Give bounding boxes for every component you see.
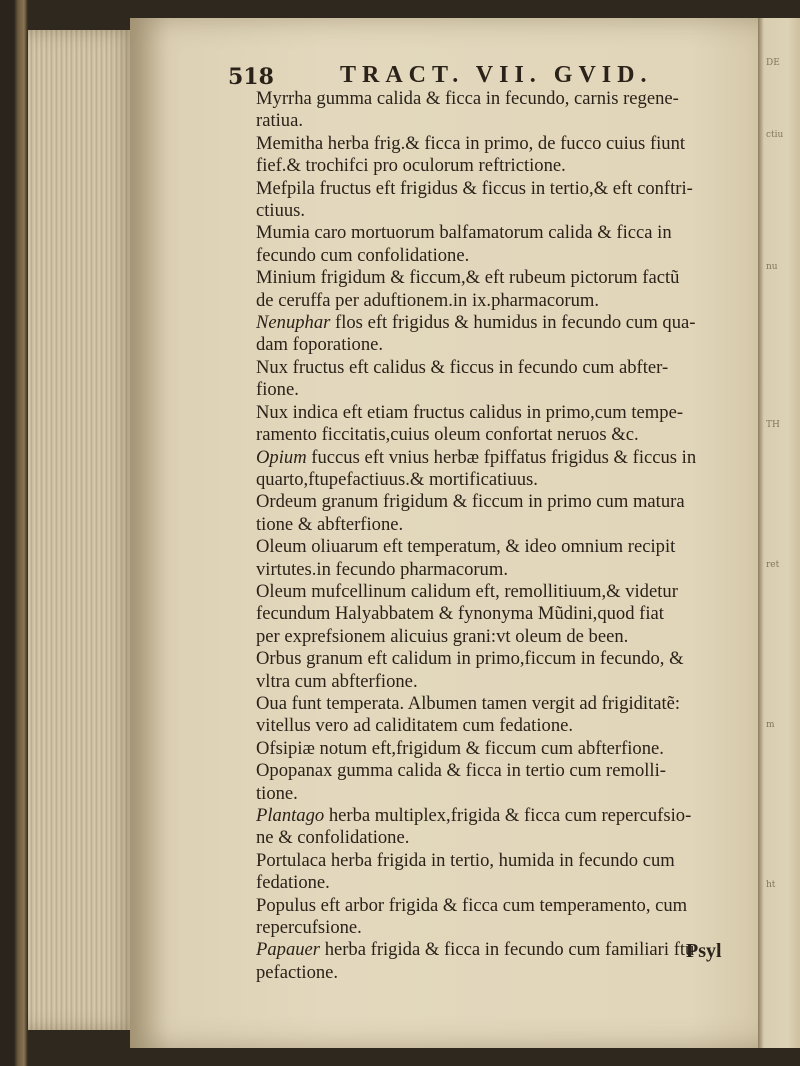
glossary-entry (256, 939, 738, 984)
text-line (256, 917, 738, 939)
text-line (256, 110, 738, 132)
text-span: Ordeum granum frigidum & ficcum in primo cum matura (256, 491, 685, 513)
text-span: Oleum mufcellinum calidum eft, remollitiuum,& videtur (256, 580, 678, 602)
italic-term: Plantago (256, 805, 325, 826)
text-line (256, 244, 738, 267)
text-line (256, 625, 738, 648)
text-span: quarto,ftupefactiuus.& mortificatiuus. (256, 468, 538, 490)
text-line (256, 356, 738, 379)
text-line (256, 88, 738, 110)
text-line (256, 200, 738, 222)
text-span: Ofsipiæ notum eft,frigidum & ficcum cum abfterfione. (256, 737, 664, 759)
text-line (256, 692, 738, 715)
glossary-entry (256, 222, 738, 267)
text-line (256, 222, 738, 244)
text-line (256, 648, 738, 670)
text-span: Nux fructus eft calidus & ficcus in fecundo cum abfter- (256, 356, 669, 378)
glossary-entry (256, 738, 738, 760)
text-span: vitellus vero ad caliditatem cum fedatione. (256, 715, 574, 737)
adjacent-page-fragment: ht (766, 880, 776, 890)
glossary-entry (256, 581, 738, 648)
text-line (256, 737, 738, 760)
glossary-entry (256, 805, 738, 850)
text-span: per exprefsionem alicuius grani:vt oleum de been. (256, 625, 629, 647)
glossary-entry (256, 267, 738, 312)
text-line (256, 334, 738, 356)
text-line (256, 468, 738, 491)
text-span: tione & abfterfione. (256, 513, 404, 535)
text-line (256, 715, 738, 737)
glossary-entry (256, 693, 738, 738)
catchword: Psyl (686, 940, 722, 962)
text-span: Populus eft arbor frigida & ficca cum temperamento, cum (256, 894, 688, 916)
text-span: dam foporatione. (256, 334, 384, 356)
text-span: ctiuus. (256, 200, 306, 222)
text-line (256, 289, 738, 312)
glossary-entry (256, 357, 738, 402)
text-span: pefactione. (256, 961, 339, 983)
glossary-entry (256, 491, 738, 536)
adjacent-page-fragment: TH (766, 420, 780, 430)
text-span: Opopanax gumma calida & ficca in tertio cum remolli- (256, 760, 666, 782)
running-title: TRACT. VII. GVID. (340, 62, 653, 88)
text-line (256, 558, 738, 581)
adjacent-page-fragment: nu (766, 262, 778, 272)
text-span: Portulaca herba frigida in tertio, humida in fecundo cum (256, 849, 675, 871)
glossary-entry (256, 133, 738, 178)
text-line (256, 536, 738, 558)
text-line (256, 827, 738, 849)
text-line (256, 491, 738, 513)
italic-term: Nenuphar (256, 312, 331, 334)
text-line (256, 424, 738, 446)
text-line (256, 782, 738, 805)
text-span: fecundum Halyabbatem & fynonyma Mũdini,quod fiat (256, 603, 664, 625)
text-span: Memitha herba frig.& ficca in primo, de fucco cuius fiunt (256, 132, 686, 154)
text-span: ramento ficcitatis,cuius oleum confortat neruos &c. (256, 424, 639, 446)
text-line (256, 580, 738, 603)
text-line (256, 670, 738, 693)
text-span: ne & confolidatione. (256, 827, 410, 849)
text-line (256, 872, 738, 894)
text-span: Mumia caro mortuorum balfamatorum calida & ficca in (256, 222, 672, 244)
text-span: virtutes.in fecundo pharmacorum. (256, 558, 508, 580)
adjacent-page-fragment: ctiu (766, 130, 784, 140)
text-span: fief.& trochifci pro oculorum reftrictione. (256, 155, 566, 177)
text-span: Myrrha gumma calida & ficca in fecundo, carnis regene- (256, 88, 679, 109)
glossary-entry (256, 312, 738, 357)
text-span: ratiua. (256, 110, 303, 132)
glossary-entry (256, 895, 738, 940)
adjacent-page-fragment: ret (766, 560, 780, 570)
text-span: herba frigida & ficca in fecundo cum familiari ftu (320, 939, 695, 961)
text-span: fione. (256, 379, 299, 401)
page-header (228, 56, 708, 90)
italic-term: Opium (256, 446, 307, 468)
text-span: flos eft frigidus & humidus in fecundo cum qua- (330, 312, 696, 334)
text-span: de ceruffa per aduftionem.in ix.pharmacorum. (256, 289, 599, 311)
glossary-entry (256, 402, 738, 447)
glossary-entry (256, 178, 738, 223)
text-line (256, 805, 738, 827)
text-span: Oua funt temperata. Albumen tamen vergit ad frigiditatẽ: (256, 692, 681, 714)
text-line (256, 513, 738, 536)
text-span: Orbus granum eft calidum in primo,ficcum in fecundo, & (256, 648, 684, 670)
adjacent-page-fragment: m (766, 720, 775, 730)
adjacent-page-strip (758, 18, 800, 1048)
text-line (256, 177, 738, 200)
text-line (256, 760, 738, 782)
text-line (256, 849, 738, 872)
text-line (256, 603, 738, 625)
glossary-entry (256, 447, 738, 492)
text-span: vltra cum abfterfione. (256, 670, 418, 692)
body-text (256, 88, 738, 984)
text-span: tione. (256, 782, 298, 804)
glossary-entry (256, 88, 738, 133)
text-line (256, 267, 738, 289)
text-line (256, 939, 738, 961)
text-span: fedatione. (256, 872, 330, 894)
glossary-entry (256, 850, 738, 895)
text-line (256, 961, 738, 984)
glossary-entry (256, 536, 738, 581)
text-line (256, 894, 738, 917)
text-line (256, 155, 738, 177)
glossary-entry (256, 760, 738, 805)
text-line (256, 446, 738, 469)
text-span: repercufsione. (256, 917, 362, 939)
text-line (256, 379, 738, 401)
text-line (256, 401, 738, 424)
book-page-edges (28, 30, 138, 1030)
text-line (256, 132, 738, 155)
glossary-entry (256, 648, 738, 693)
text-span: Mefpila fructus eft frigidus & ficcus in tertio,& eft conftri- (256, 177, 693, 199)
text-span: fuccus eft vnius herbæ fpiffatus frigidus & ficcus in (306, 446, 697, 468)
adjacent-page-fragment: DE (766, 58, 780, 68)
text-span: Nux indica eft etiam fructus calidus in primo,cum tempe- (256, 401, 684, 423)
text-span: Minium frigidum & ficcum,& eft rubeum pictorum factũ (256, 267, 680, 289)
text-line (256, 312, 738, 334)
text-span: fecundo cum confolidatione. (256, 244, 470, 266)
page-number: 518 (228, 64, 274, 90)
text-span: herba multiplex,frigida & ficca cum repercufsio- (324, 805, 692, 826)
text-span: Oleum oliuarum eft temperatum, & ideo omnium recipit (256, 536, 676, 558)
italic-term: Papauer (256, 939, 321, 961)
